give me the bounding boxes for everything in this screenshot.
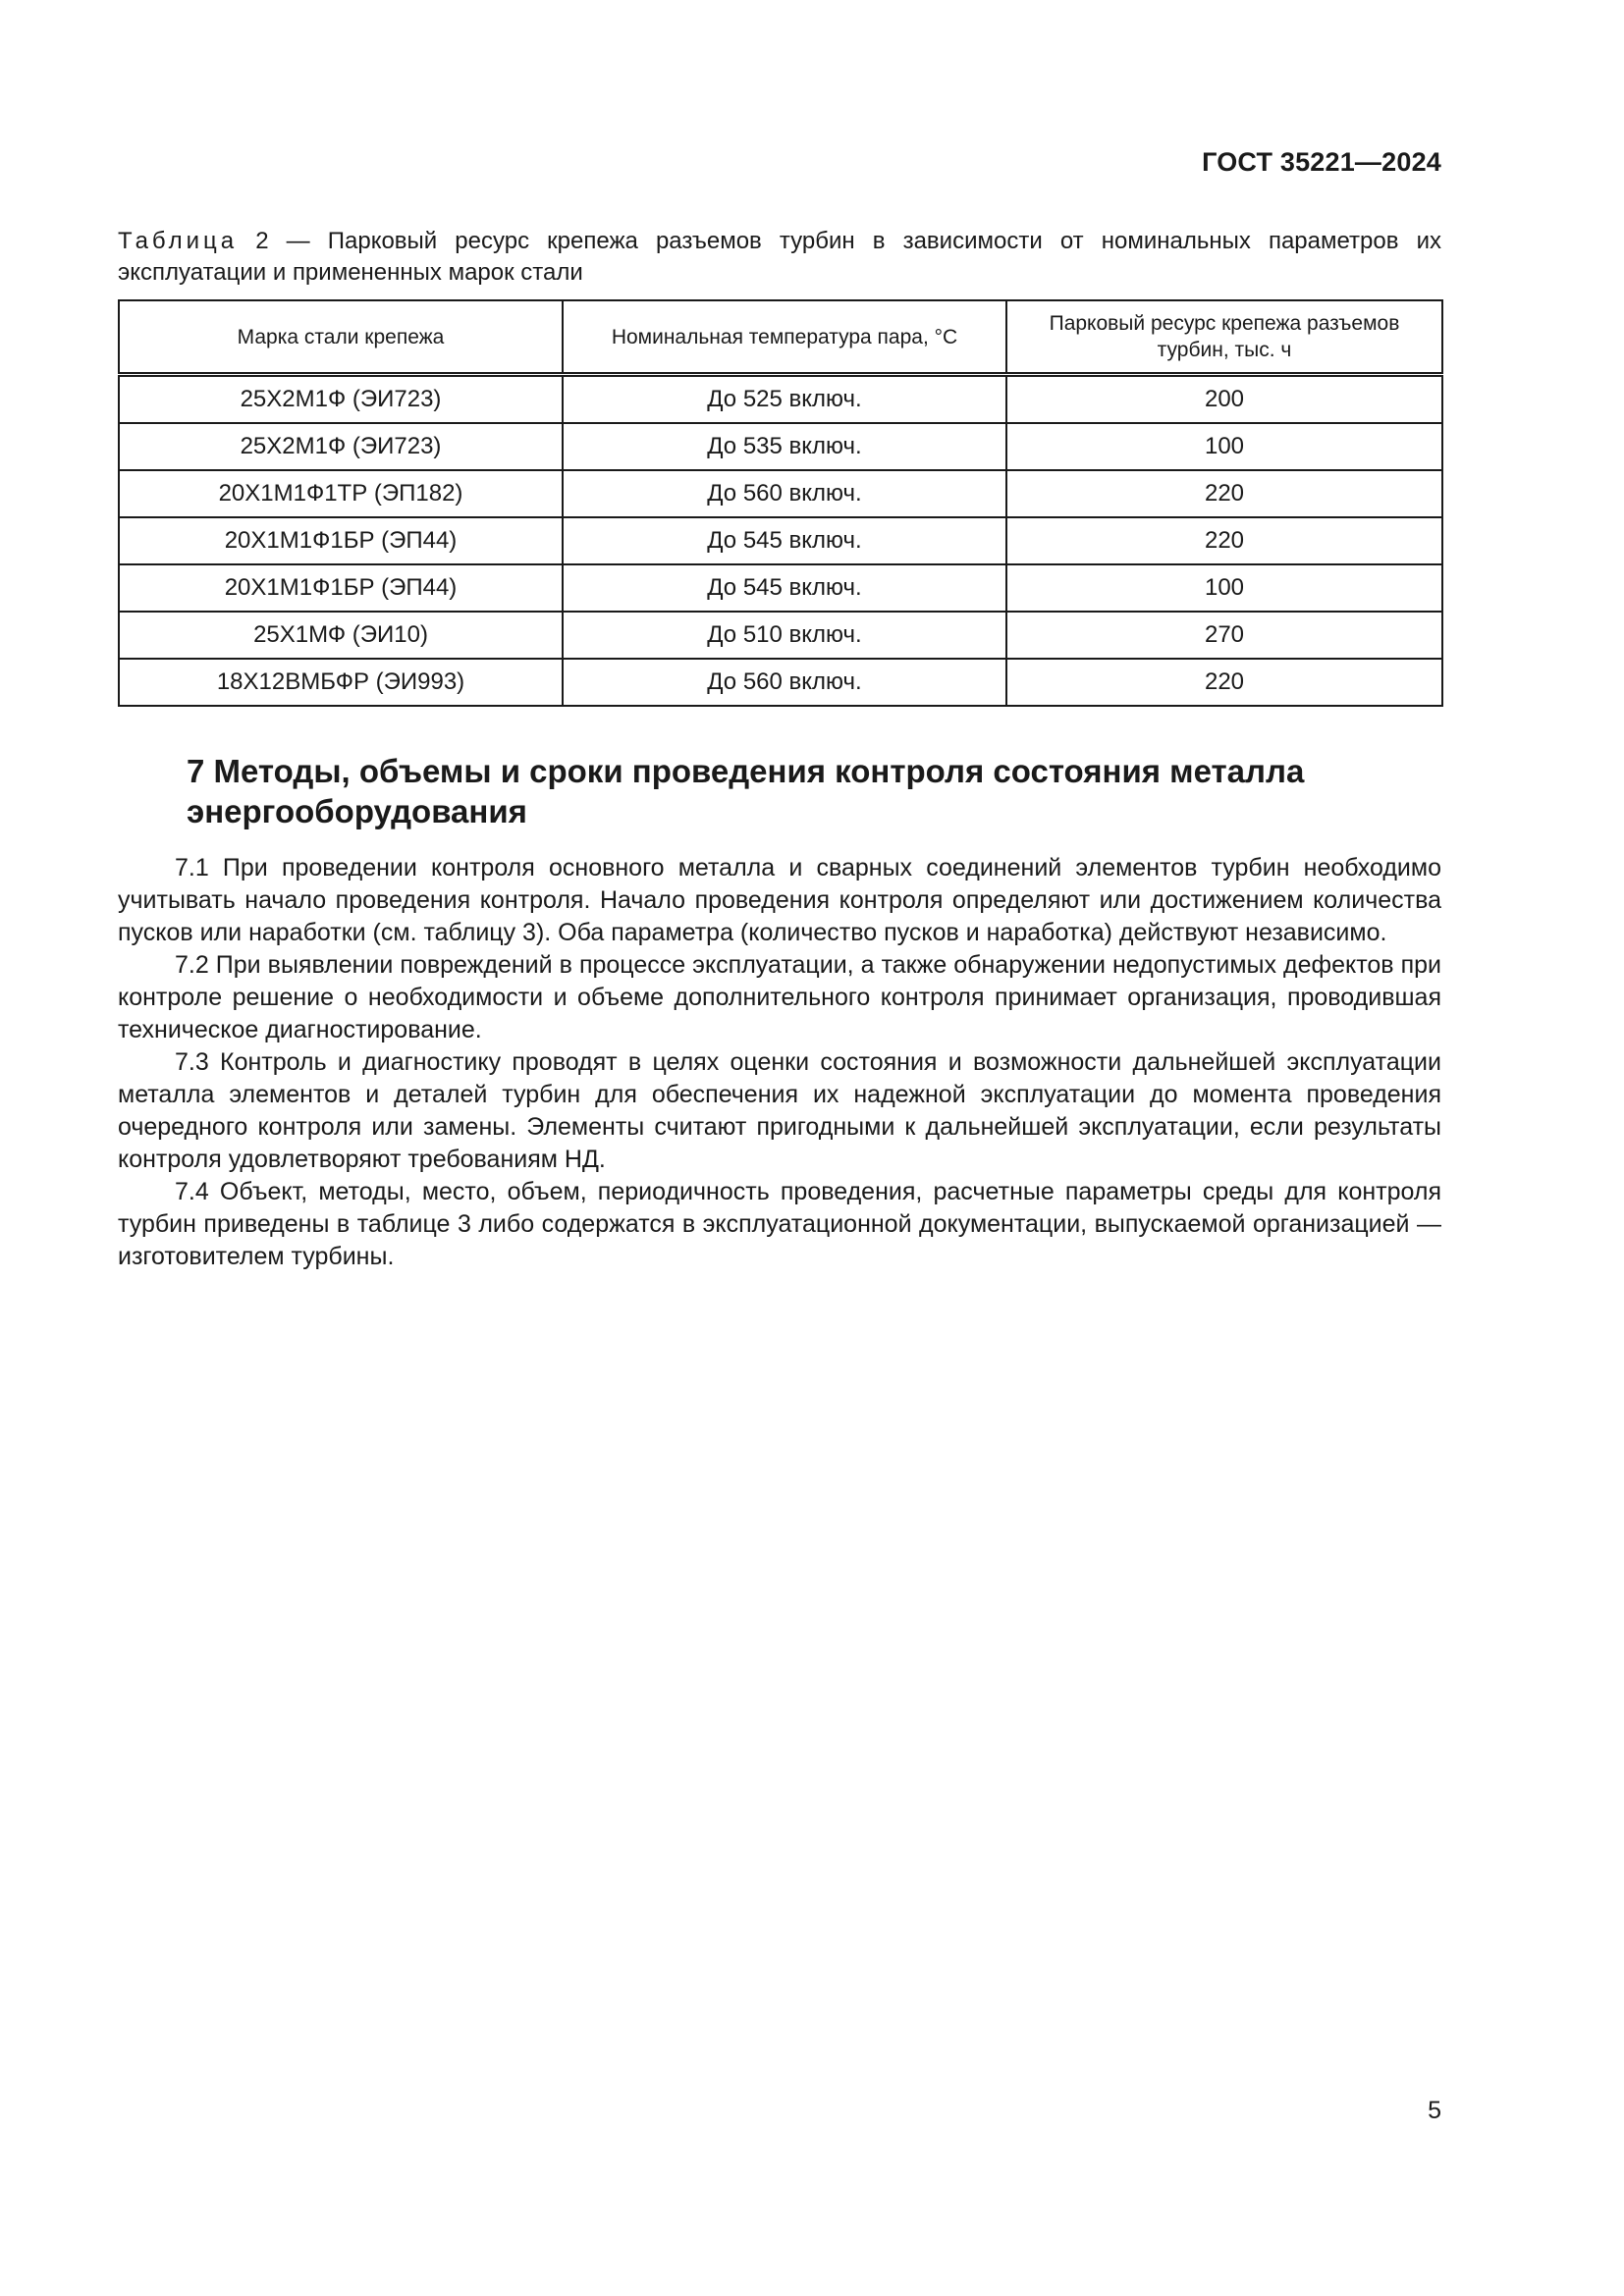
cell-temperature: До 560 включ. (563, 659, 1006, 706)
cell-temperature: До 525 включ. (563, 375, 1006, 424)
column-header-steam-temperature: Номинальная температура пара, °C (563, 300, 1006, 375)
table-row (119, 564, 1442, 612)
paragraph-7-4: 7.4 Объект, методы, место, объем, периодичность проведения, расчетные параметры среды для контроля турбин приведены в таблице 3 либо содержатся в эксплуатационной документации, выпускаемой организацией — изготовителем турбины. (118, 1178, 1441, 1270)
cell-resource: 220 (1006, 517, 1442, 564)
table-caption (118, 226, 1441, 289)
cell-steel-grade: 25Х2М1Ф (ЭИ723) (119, 423, 563, 470)
table-header-row (119, 300, 1442, 375)
cell-resource: 100 (1006, 564, 1442, 612)
cell-steel-grade: 25Х2М1Ф (ЭИ723) (119, 375, 563, 424)
cell-temperature: До 535 включ. (563, 423, 1006, 470)
cell-temperature: До 510 включ. (563, 612, 1006, 659)
table-row (119, 517, 1442, 564)
section-body (118, 852, 1441, 1273)
cell-steel-grade: 20Х1М1Ф1БР (ЭП44) (119, 564, 563, 612)
cell-resource: 220 (1006, 470, 1442, 517)
table-row (119, 612, 1442, 659)
cell-resource: 100 (1006, 423, 1442, 470)
section-title: 7 Методы, объемы и сроки проведения контроля состояния металла энергооборудования (187, 753, 1305, 829)
column-header-steel-grade: Марка стали крепежа (119, 300, 563, 375)
column-header-park-resource: Парковый ресурс крепежа разъемов турбин, тыс. ч (1006, 300, 1442, 375)
cell-steel-grade: 18Х12ВМБФР (ЭИ993) (119, 659, 563, 706)
page-number: 5 (1428, 2097, 1441, 2124)
cell-steel-grade: 20Х1М1Ф1БР (ЭП44) (119, 517, 563, 564)
cell-temperature: До 560 включ. (563, 470, 1006, 517)
paragraph-7-2: 7.2 При выявлении повреждений в процессе эксплуатации, а также обнаружении недопустимых дефектов при контроле решение о необходимости и объеме дополнительного контроля принимает организация, проводившая техническое диагностирование. (118, 951, 1441, 1043)
cell-steel-grade: 20Х1М1Ф1ТР (ЭП182) (119, 470, 563, 517)
table-row (119, 470, 1442, 517)
cell-resource: 200 (1006, 375, 1442, 424)
table-row (119, 659, 1442, 706)
cell-temperature: До 545 включ. (563, 564, 1006, 612)
cell-steel-grade: 25Х1МФ (ЭИ10) (119, 612, 563, 659)
cell-resource: 220 (1006, 659, 1442, 706)
table-caption-label: Таблица (118, 228, 239, 254)
fastener-resource-table (118, 299, 1443, 707)
paragraph-7-3: 7.3 Контроль и диагностику проводят в целях оценки состояния и возможности дальнейшей эксплуатации металла элементов и деталей турбин для обеспечения их надежной эксплуатации до момента проведения очередного контроля или замены. Элементы считают пригодными к дальнейшей эксплуатации, если результаты контроля удовлетворяют требованиям НД. (118, 1048, 1441, 1173)
table-row (119, 423, 1442, 470)
document-code: ГОСТ 35221—2024 (1202, 147, 1441, 177)
paragraph-7-1: 7.1 При проведении контроля основного металла и сварных соединений элементов турбин необходимо учитывать начало проведения контроля. Начало проведения контроля определяют или достижением количества пусков или наработки (см. таблицу 3). Оба параметра (количество пусков и наработка) действуют независимо. (118, 854, 1441, 946)
table-row (119, 375, 1442, 424)
cell-temperature: До 545 включ. (563, 517, 1006, 564)
table-caption-text: 2 — Парковый ресурс крепежа разъемов турбин в зависимости от номинальных параметров их эксплуатации и примененных марок стали (118, 228, 1441, 286)
cell-resource: 270 (1006, 612, 1442, 659)
